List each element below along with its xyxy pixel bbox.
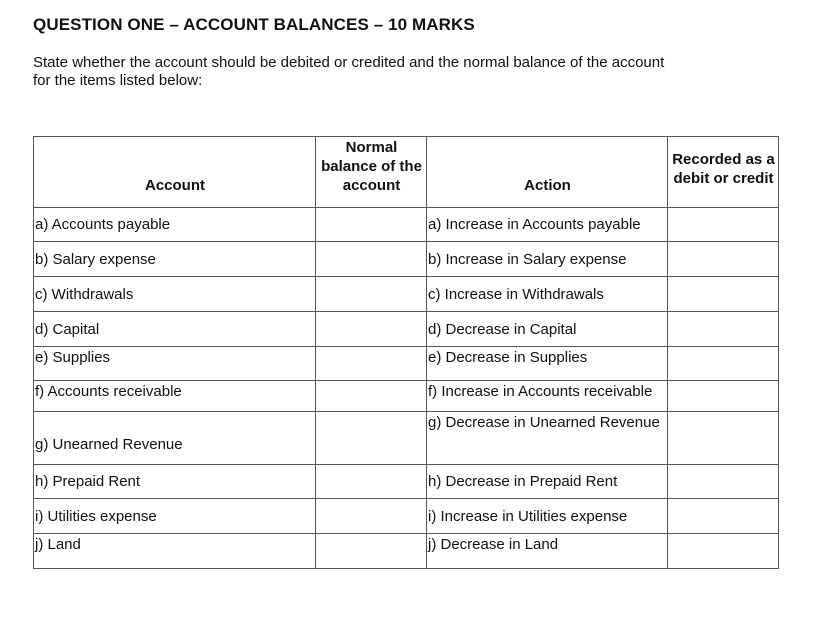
normal-balance-cell[interactable] xyxy=(316,347,427,381)
normal-balance-cell[interactable] xyxy=(316,465,427,499)
table-row xyxy=(34,534,779,569)
recorded-cell[interactable] xyxy=(668,412,779,465)
normal-balance-cell[interactable] xyxy=(316,381,427,412)
table-row xyxy=(34,347,779,381)
table-row xyxy=(34,277,779,312)
recorded-cell[interactable] xyxy=(668,312,779,347)
header-account: Account xyxy=(34,137,316,208)
recorded-cell[interactable] xyxy=(668,381,779,412)
action-cell: d) Decrease in Capital xyxy=(427,312,668,347)
action-cell: e) Decrease in Supplies xyxy=(427,347,668,381)
normal-balance-cell[interactable] xyxy=(316,277,427,312)
action-cell: g) Decrease in Unearned Revenue xyxy=(427,412,668,465)
recorded-cell[interactable] xyxy=(668,499,779,534)
table-row xyxy=(34,381,779,412)
account-cell: d) Capital xyxy=(34,312,316,347)
account-cell: e) Supplies xyxy=(34,347,316,381)
account-cell: f) Accounts receivable xyxy=(34,381,316,412)
account-cell: h) Prepaid Rent xyxy=(34,465,316,499)
table-row xyxy=(34,312,779,347)
table-row xyxy=(34,465,779,499)
recorded-cell[interactable] xyxy=(668,347,779,381)
header-recorded: Recorded as a debit or credit xyxy=(668,137,779,208)
normal-balance-cell[interactable] xyxy=(316,242,427,277)
table-row xyxy=(34,499,779,534)
action-cell: f) Increase in Accounts receivable xyxy=(427,381,668,412)
action-cell: a) Increase in Accounts payable xyxy=(427,208,668,242)
action-cell: i) Increase in Utilities expense xyxy=(427,499,668,534)
header-row xyxy=(34,137,779,208)
instruction-text xyxy=(33,54,733,90)
account-balances-table xyxy=(33,136,779,569)
recorded-cell[interactable] xyxy=(668,208,779,242)
normal-balance-cell[interactable] xyxy=(316,312,427,347)
account-cell: i) Utilities expense xyxy=(34,499,316,534)
account-cell: a) Accounts payable xyxy=(34,208,316,242)
question-title: QUESTION ONE – ACCOUNT BALANCES – 10 MARKS xyxy=(33,15,475,34)
action-cell: h) Decrease in Prepaid Rent xyxy=(427,465,668,499)
normal-balance-cell[interactable] xyxy=(316,412,427,465)
normal-balance-cell[interactable] xyxy=(316,534,427,569)
normal-balance-cell[interactable] xyxy=(316,499,427,534)
action-cell: j) Decrease in Land xyxy=(427,534,668,569)
header-action: Action xyxy=(427,137,668,208)
table-row xyxy=(34,208,779,242)
table-row xyxy=(34,242,779,277)
action-cell: c) Increase in Withdrawals xyxy=(427,277,668,312)
table-row xyxy=(34,412,779,465)
instruction-line-1: State whether the account should be debited or credited and the normal balance of the account xyxy=(33,54,665,71)
account-cell: j) Land xyxy=(34,534,316,569)
account-cell: b) Salary expense xyxy=(34,242,316,277)
recorded-cell[interactable] xyxy=(668,534,779,569)
recorded-cell[interactable] xyxy=(668,242,779,277)
action-cell: b) Increase in Salary expense xyxy=(427,242,668,277)
recorded-cell[interactable] xyxy=(668,277,779,312)
account-cell: c) Withdrawals xyxy=(34,277,316,312)
instruction-line-2: for the items listed below: xyxy=(33,72,203,89)
normal-balance-cell[interactable] xyxy=(316,208,427,242)
account-cell: g) Unearned Revenue xyxy=(34,412,316,465)
header-normal-balance: Normal balance of the account xyxy=(316,137,427,208)
recorded-cell[interactable] xyxy=(668,465,779,499)
